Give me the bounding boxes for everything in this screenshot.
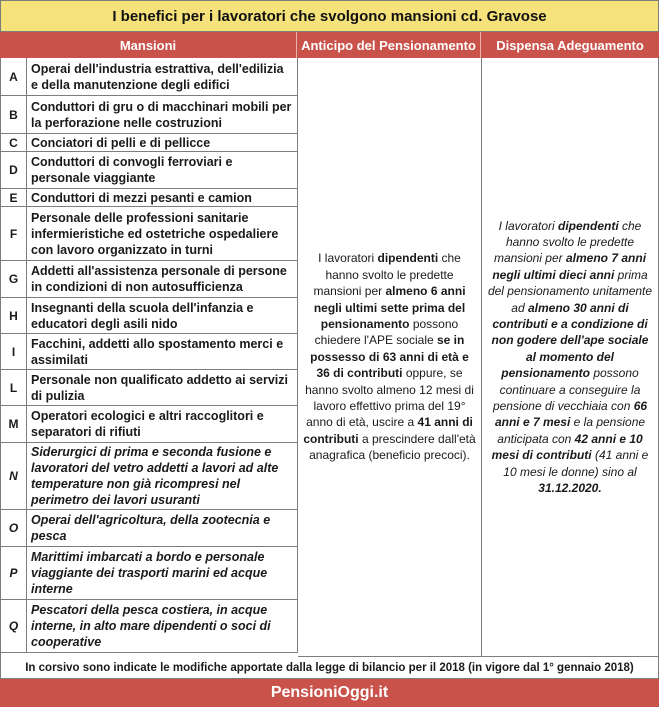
row-letter: O [1, 510, 27, 546]
row-letter: L [1, 370, 27, 405]
row-description-text: Personale non qualificato addetto ai servizi di pulizia [31, 372, 289, 403]
table-row [1, 406, 298, 443]
row-description-text: Operatori ecologici e altri raccoglitori e separatori di rifiuti [31, 409, 264, 439]
row-letter: G [1, 261, 27, 297]
table-row [1, 134, 298, 152]
header-anticipo: Anticipo del Pensionamento [297, 32, 481, 58]
row-description-text: Conduttori di convogli ferroviari e personale viaggiante [31, 155, 233, 185]
text-segment: almeno 6 anni negli ultimi sette prima del pensionamento [313, 284, 466, 331]
table-row [1, 510, 298, 547]
row-letter: D [1, 152, 27, 188]
dispensa-text [486, 218, 654, 497]
row-description-text: Conduttori di gru o di macchinari mobili per la perforazione nelle costruzioni [31, 99, 292, 130]
text-segment: dipendenti [377, 251, 439, 266]
header-dispensa: Dispensa Adeguamento [481, 32, 659, 58]
row-description-text: Marittimi imbarcati a bordo e personale viaggiante dei trasporti marini ed acque interne [31, 550, 268, 596]
text-segment: che hanno svolto le predette mansioni per [313, 251, 461, 299]
row-description-text: Conciatori di pelli e di pellicce [31, 135, 211, 150]
text-segment: almeno 7 anni negli ultimi dieci anni [492, 251, 647, 282]
row-description [27, 510, 298, 546]
table-row [1, 58, 298, 96]
row-letter: A [1, 58, 27, 95]
table-row [1, 298, 298, 334]
row-description-text: Operai dell'agricoltura, della zootecnia e pesca [31, 513, 271, 543]
text-segment: se in possesso di 63 anni di età e 36 di contributi [310, 333, 469, 381]
row-description [27, 443, 298, 509]
table-row [1, 189, 298, 207]
text-segment: dipendenti [558, 218, 619, 233]
row-description [27, 370, 298, 405]
footer-note: In corsivo sono indicate le modifiche apportate dalla legge di bilancio per il 2018 (in vigore dal 1° gennaio 2018) [0, 657, 659, 679]
text-segment: 42 anni e 10 mesi di contributi [491, 431, 643, 463]
row-description [27, 334, 298, 369]
text-segment: oppure, se hanno svolto almeno 12 mesi di lavoro effettivo prima del 19° anno di età, uscire a [305, 366, 474, 430]
row-description-text: Pescatori della pesca costiera, in acque interne, in alto mare dipendenti o soci di cooperative [31, 603, 271, 649]
brand-footer: PensioniOggi.it [0, 679, 659, 707]
text-segment: a prescindere dall'età anagrafica (beneficio precoci). [309, 431, 476, 463]
row-description-text: Facchini, addetti allo spostamento merci e assimilati [31, 336, 284, 367]
row-description-text: Insegnanti della scuola dell'infanzia e educatori degli asili nido [31, 300, 254, 331]
text-segment: prima del pensionamento unitamente ad [487, 267, 653, 315]
row-letter: N [1, 443, 27, 509]
anticipo-text [303, 250, 476, 463]
row-letter: F [1, 207, 27, 260]
table-row [1, 261, 298, 298]
table-row [1, 96, 298, 134]
page-title: I benefici per i lavoratori che svolgono mansioni cd. Gravose [0, 0, 659, 32]
row-letter: E [1, 189, 27, 206]
table-row [1, 547, 298, 600]
row-letter: P [1, 547, 27, 599]
table-body [0, 58, 659, 657]
row-description [27, 152, 298, 188]
dispensa-cell [482, 58, 658, 657]
text-segment: almeno 30 anni di contributi e a condizione di non godere dell'ape sociale al momento del pensionamento [491, 300, 649, 381]
row-letter: C [1, 134, 27, 151]
row-description [27, 261, 298, 297]
text-segment: che hanno svolto le predette mansioni per [493, 218, 642, 266]
row-description-text: Operai dell'industria estrattiva, dell'edilizia e della manutenzione degli edifici [31, 61, 284, 92]
row-letter: H [1, 298, 27, 333]
row-description [27, 58, 298, 95]
row-description [27, 96, 298, 133]
row-letter: I [1, 334, 27, 369]
table-row [1, 207, 298, 261]
text-segment: e la pensione anticipata con [497, 415, 646, 446]
row-description-text: Personale delle professioni sanitarie infermieristiche ed ostetriche ospedaliere con lavoro organizzato in turni [31, 210, 279, 257]
text-segment: I lavoratori [318, 251, 378, 266]
row-description-text: Conduttori di mezzi pesanti e camion [31, 190, 252, 205]
row-description-text: Addetti all'assistenza personale di persone in condizioni di non autosufficienza [31, 264, 287, 294]
row-letter: M [1, 406, 27, 442]
table-row [1, 600, 298, 653]
text-segment: possono continuare a conseguire la pensione di vecchiaia con [492, 366, 641, 414]
text-segment: 31.12.2020. [538, 481, 602, 496]
row-letter: B [1, 96, 27, 133]
row-description [27, 189, 298, 206]
table-row [1, 334, 298, 370]
text-segment: 41 anni di contributi [303, 415, 473, 446]
table-row [1, 443, 298, 510]
row-description-text: Siderurgici di prima e seconda fusione e lavoratori del vetro addetti a lavori ad alte temperature non già ricompresi nel perimetro dei lavori usuranti [31, 445, 279, 507]
anticipo-cell [298, 58, 482, 657]
row-description [27, 547, 298, 599]
header-mansioni: Mansioni [0, 32, 297, 58]
text-segment: possono chiedere l'APE sociale [314, 316, 459, 348]
text-segment: (41 anni e 10 mesi le donne) sino al [503, 448, 649, 479]
row-description [27, 134, 298, 151]
row-description [27, 600, 298, 652]
row-description [27, 406, 298, 442]
table-row [1, 152, 298, 189]
text-segment: 66 anni e 7 mesi [494, 399, 648, 430]
row-letter: Q [1, 600, 27, 652]
row-description [27, 298, 298, 333]
text-segment: I lavoratori [498, 218, 558, 233]
table-row [1, 370, 298, 406]
row-description [27, 207, 298, 260]
